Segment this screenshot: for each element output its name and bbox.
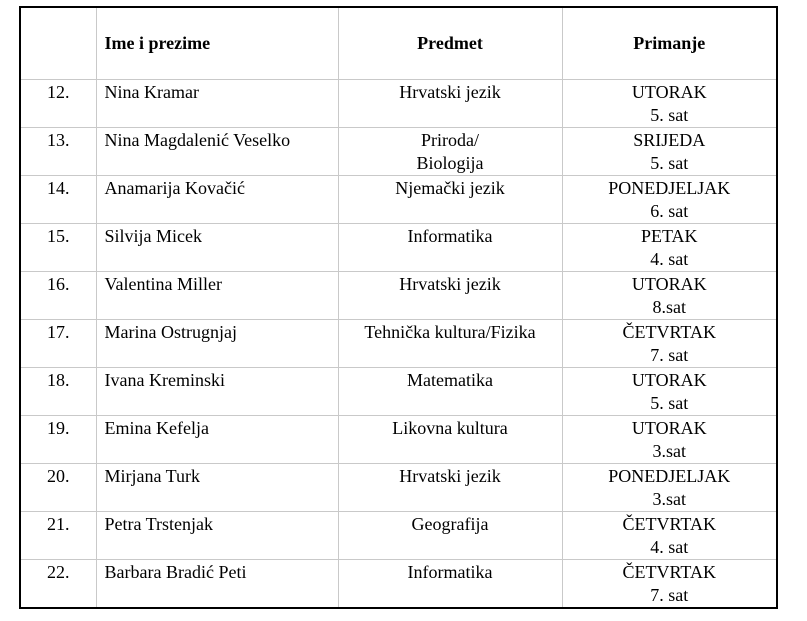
table-header-row: [20, 7, 777, 80]
reception-time-cell: [562, 80, 777, 128]
row-number: 18.: [20, 368, 96, 416]
teacher-name: Barbara Bradić Peti: [96, 560, 338, 609]
row-number: 21.: [20, 512, 96, 560]
subject-line: Informatika: [407, 226, 493, 246]
subject-line: Hrvatski jezik: [399, 82, 501, 102]
subject-cell: [338, 368, 562, 416]
teacher-name: Anamarija Kovačić: [96, 176, 338, 224]
header-subject: Predmet: [338, 7, 562, 80]
reception-period: 7. sat: [650, 585, 689, 605]
teacher-name: Nina Magdalenić Veselko: [96, 128, 338, 176]
row-number: 12.: [20, 80, 96, 128]
subject-line: Hrvatski jezik: [399, 466, 501, 486]
teacher-name: Silvija Micek: [96, 224, 338, 272]
table-row: [20, 80, 777, 128]
reception-time-cell: [562, 320, 777, 368]
subject-cell: [338, 272, 562, 320]
teacher-name: Emina Kefelja: [96, 416, 338, 464]
reception-day: SRIJEDA: [633, 130, 706, 150]
table-row: [20, 320, 777, 368]
reception-day: ČETVRTAK: [622, 514, 716, 534]
subject-line: Likovna kultura: [392, 418, 508, 438]
table-row: [20, 416, 777, 464]
reception-period: 5. sat: [650, 105, 689, 125]
reception-time-cell: [562, 224, 777, 272]
header-name: Ime i prezime: [96, 7, 338, 80]
teacher-name: Ivana Kreminski: [96, 368, 338, 416]
reception-time-cell: [562, 272, 777, 320]
subject-cell: [338, 128, 562, 176]
subject-line: Njemački jezik: [395, 178, 505, 198]
subject-line: Matematika: [407, 370, 493, 390]
subject-cell: [338, 224, 562, 272]
subject-cell: [338, 320, 562, 368]
table-row: [20, 224, 777, 272]
reception-period: 6. sat: [650, 201, 689, 221]
table-row: [20, 176, 777, 224]
row-number: 14.: [20, 176, 96, 224]
row-number: 22.: [20, 560, 96, 609]
header-reception: Primanje: [562, 7, 777, 80]
reception-day: ČETVRTAK: [622, 322, 716, 342]
reception-time-cell: [562, 512, 777, 560]
reception-day: PONEDJELJAK: [608, 466, 731, 486]
table-body: [20, 80, 777, 609]
subject-cell: [338, 416, 562, 464]
reception-day: ČETVRTAK: [622, 562, 716, 582]
row-number: 17.: [20, 320, 96, 368]
reception-schedule-table: [19, 6, 778, 609]
reception-period: 5. sat: [650, 153, 689, 173]
subject-line: Geografija: [411, 514, 489, 534]
table-row: [20, 128, 777, 176]
teacher-name: Petra Trstenjak: [96, 512, 338, 560]
table-row: [20, 512, 777, 560]
subject-cell: [338, 80, 562, 128]
teacher-name: Valentina Miller: [96, 272, 338, 320]
reception-period: 4. sat: [650, 249, 689, 269]
teacher-name: Nina Kramar: [96, 80, 338, 128]
table-row: [20, 368, 777, 416]
reception-day: UTORAK: [631, 82, 707, 102]
reception-time-cell: [562, 128, 777, 176]
reception-day: UTORAK: [631, 418, 707, 438]
reception-period: 3.sat: [652, 441, 686, 461]
teacher-name: Mirjana Turk: [96, 464, 338, 512]
reception-day: PETAK: [640, 226, 698, 246]
reception-period: 7. sat: [650, 345, 689, 365]
row-number: 19.: [20, 416, 96, 464]
row-number: 15.: [20, 224, 96, 272]
subject-line: Biologija: [416, 153, 484, 173]
table-row: [20, 272, 777, 320]
reception-time-cell: [562, 560, 777, 609]
subject-line: Tehnička kultura/Fizika: [364, 322, 536, 342]
header-number: [20, 7, 96, 80]
subject-line: Hrvatski jezik: [399, 274, 501, 294]
table-row: [20, 560, 777, 609]
reception-time-cell: [562, 368, 777, 416]
subject-cell: [338, 464, 562, 512]
reception-time-cell: [562, 464, 777, 512]
reception-day: UTORAK: [631, 274, 707, 294]
reception-time-cell: [562, 176, 777, 224]
reception-period: 3.sat: [652, 489, 686, 509]
reception-period: 8.sat: [652, 297, 686, 317]
reception-time-cell: [562, 416, 777, 464]
teacher-name: Marina Ostrugnjaj: [96, 320, 338, 368]
row-number: 20.: [20, 464, 96, 512]
subject-cell: [338, 560, 562, 609]
reception-period: 4. sat: [650, 537, 689, 557]
subject-cell: [338, 512, 562, 560]
row-number: 13.: [20, 128, 96, 176]
subject-cell: [338, 176, 562, 224]
reception-period: 5. sat: [650, 393, 689, 413]
table-row: [20, 464, 777, 512]
reception-day: PONEDJELJAK: [608, 178, 731, 198]
subject-line: Priroda/: [421, 130, 479, 150]
subject-line: Informatika: [407, 562, 493, 582]
reception-day: UTORAK: [631, 370, 707, 390]
row-number: 16.: [20, 272, 96, 320]
